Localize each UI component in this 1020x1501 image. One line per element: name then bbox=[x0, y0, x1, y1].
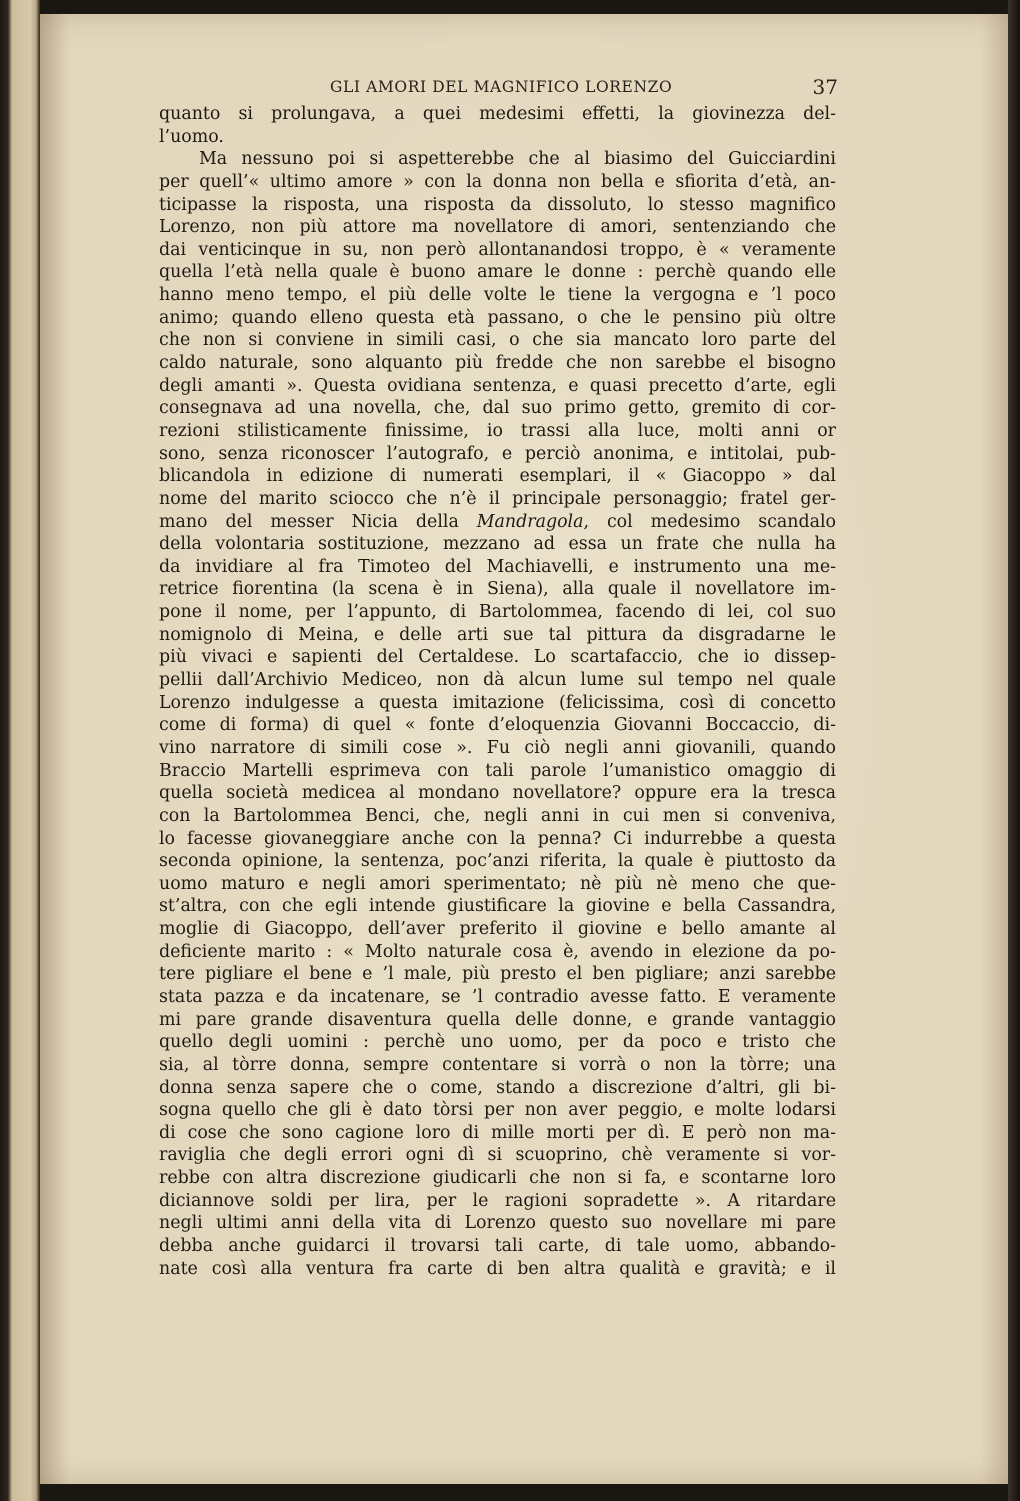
binding-edge bbox=[0, 0, 40, 1501]
text-line: quella società medicea al mondano novellatore? oppure era la tresca bbox=[159, 783, 836, 804]
text-line: blicandola in edizione di numerati esemplari, il « Giacoppo » dal bbox=[159, 466, 836, 487]
text-line: pone il nome, per l’appunto, di Bartolommea, facendo di lei, col suo bbox=[159, 602, 836, 623]
text-line: di cose che sono cagione loro di mille morti per dì. E però non ma- bbox=[159, 1122, 836, 1143]
text-line: diciannove soldi per lira, per le ragioni sopradette ». A ritardare bbox=[159, 1190, 836, 1211]
text-line: seconda opinione, la sentenza, poc’anzi riferita, la quale è piuttosto da bbox=[159, 851, 836, 872]
text-line: negli ultimi anni della vita di Lorenzo questo suo novellare mi pare bbox=[159, 1213, 836, 1234]
text-line: rezioni stilisticamente finissime, io trassi alla luce, molti anni or bbox=[159, 420, 836, 441]
text-line: Braccio Martelli esprimeva con tali parole l’umanistico omaggio di bbox=[159, 760, 836, 781]
text-segment: mano del messer Nicia della bbox=[159, 511, 477, 532]
text-line: da invidiare al fra Timoteo del Machiavelli, e instrumento una me- bbox=[159, 556, 836, 577]
text-line: caldo naturale, sono alquanto più fredde che non sarebbe el bisogno bbox=[159, 353, 836, 374]
text-line: debba anche guidarci il trovarsi tali carte, di tale uomo, abbando- bbox=[159, 1236, 836, 1257]
text-line: per quell’« ultimo amore » con la donna non bella e sfiorita d’età, an- bbox=[159, 171, 836, 192]
text-line: dai venticinque in su, non però allontanandosi troppo, è « veramente bbox=[159, 239, 836, 260]
running-title: GLI AMORI DEL MAGNIFICO LORENZO bbox=[330, 78, 673, 96]
text-line: quello degli uomini : perchè uno uomo, per da poco e tristo che bbox=[159, 1032, 836, 1053]
text-line: della volontaria sostituzione, mezzano ad essa un frate che nulla ha bbox=[159, 534, 836, 555]
text-line: quanto si prolungava, a quei medesimi effetti, la giovinezza del- bbox=[159, 104, 836, 124]
text-line: vino narratore di simili cose ». Fu ciò negli anni giovanili, quando bbox=[159, 737, 836, 758]
paragraph-first-line: Ma nessuno poi si aspetterebbe che al biasimo del Guicciardini bbox=[199, 149, 836, 170]
text-line: degli amanti ». Questa ovidiana sentenza, e quasi precetto d’arte, egli bbox=[159, 375, 836, 396]
text-line: st’altra, con che egli intende giustificare la giovine e bella Cassandra, bbox=[159, 896, 836, 917]
text-line: con la Bartolommea Benci, che, negli anni in cui men si conveniva, bbox=[159, 805, 836, 826]
book-title-italic: Mandragola bbox=[476, 511, 584, 532]
text-line: quella l’età nella quale è buono amare le donne : perchè quando elle bbox=[159, 262, 836, 283]
text-line: raviglia che degli errori ogni dì si scuoprino, chè veramente si vor- bbox=[159, 1145, 836, 1166]
text-line: l’uomo. bbox=[159, 126, 224, 147]
page-number: 37 bbox=[812, 75, 838, 99]
text-line: mi pare grande disaventura quella delle donne, e grande vantaggio bbox=[159, 1009, 836, 1030]
text-line: consegnava ad una novella, che, dal suo primo getto, gremito di cor- bbox=[159, 398, 836, 419]
text-line: retrice fiorentina (la scena è in Siena), alla quale il novellatore im- bbox=[159, 579, 836, 600]
text-line: deficiente marito : « Molto naturale cosa è, avendo in elezione da po- bbox=[159, 941, 836, 962]
body-text bbox=[159, 103, 836, 1280]
text-line: ticipasse la risposta, una risposta da dissoluto, lo stesso magnifico bbox=[159, 194, 836, 215]
text-line: nome del marito sciocco che n’è il principale personaggio; fratel ger- bbox=[159, 488, 836, 509]
text-line: più vivaci e sapienti del Certaldese. Lo scartafaccio, che io dissep- bbox=[159, 647, 836, 668]
text-line: donna senza sapere che o come, stando a discrezione d’altri, gli bi- bbox=[159, 1077, 836, 1098]
text-line: hanno meno tempo, el più delle volte le tiene la vergogna e ’l poco bbox=[159, 285, 836, 306]
text-line: animo; quando elleno questa età passano, o che le pensino più oltre bbox=[159, 307, 836, 328]
text-line: Lorenzo, non più attore ma novellatore di amori, sentenziando che bbox=[159, 217, 836, 238]
text-line: sono, senza riconoscer l’autografo, e perciò anonima, e intitolai, pub- bbox=[159, 443, 836, 464]
text-line: nate così alla ventura fra carte di ben altra qualità e gravità; e il bbox=[159, 1258, 836, 1279]
text-line: che non si conviene in simili casi, o che sia mancato loro parte del bbox=[159, 330, 836, 351]
text-line: come di forma) di quel « fonte d’eloquenzia Giovanni Boccaccio, di- bbox=[159, 715, 836, 736]
text-line: sogna quello che gli è dato tòrsi per non aver peggio, e molte lodarsi bbox=[159, 1100, 836, 1121]
text-segment: , col medesimo scandalo bbox=[583, 511, 836, 532]
text-line: Lorenzo indulgesse a questa imitazione (felicissima, così di concetto bbox=[159, 692, 836, 713]
text-line-with-title bbox=[159, 511, 836, 534]
text-line: tere pigliare el bene e ’l male, più presto el ben pigliare; anzi sarebbe bbox=[159, 964, 836, 985]
text-line: lo facesse giovaneggiare anche con la penna? Ci indurrebbe a questa bbox=[159, 828, 836, 849]
text-line: sia, al tòrre donna, sempre contentare si vorrà o non la tòrre; una bbox=[159, 1054, 836, 1075]
text-line: nomignolo di Meina, e delle arti sue tal pittura da disgradarne le bbox=[159, 624, 836, 645]
text-line: moglie di Giacoppo, dell’aver preferito il giovine e bello amante al bbox=[159, 919, 836, 940]
page-shadow-edge bbox=[1008, 0, 1020, 1501]
text-line: stata pazza e da incatenare, se ’l contradio avesse fatto. E veramente bbox=[159, 986, 836, 1007]
text-line: pellii dall’Archivio Mediceo, non dà alcun lume sul tempo nel quale bbox=[159, 670, 836, 691]
text-line: rebbe con altra discrezione giudicarli che non si fa, e scontarne loro bbox=[159, 1168, 836, 1189]
text-line: uomo maturo e negli amori sperimentato; nè più nè meno che que- bbox=[159, 873, 836, 894]
running-header bbox=[120, 75, 838, 102]
